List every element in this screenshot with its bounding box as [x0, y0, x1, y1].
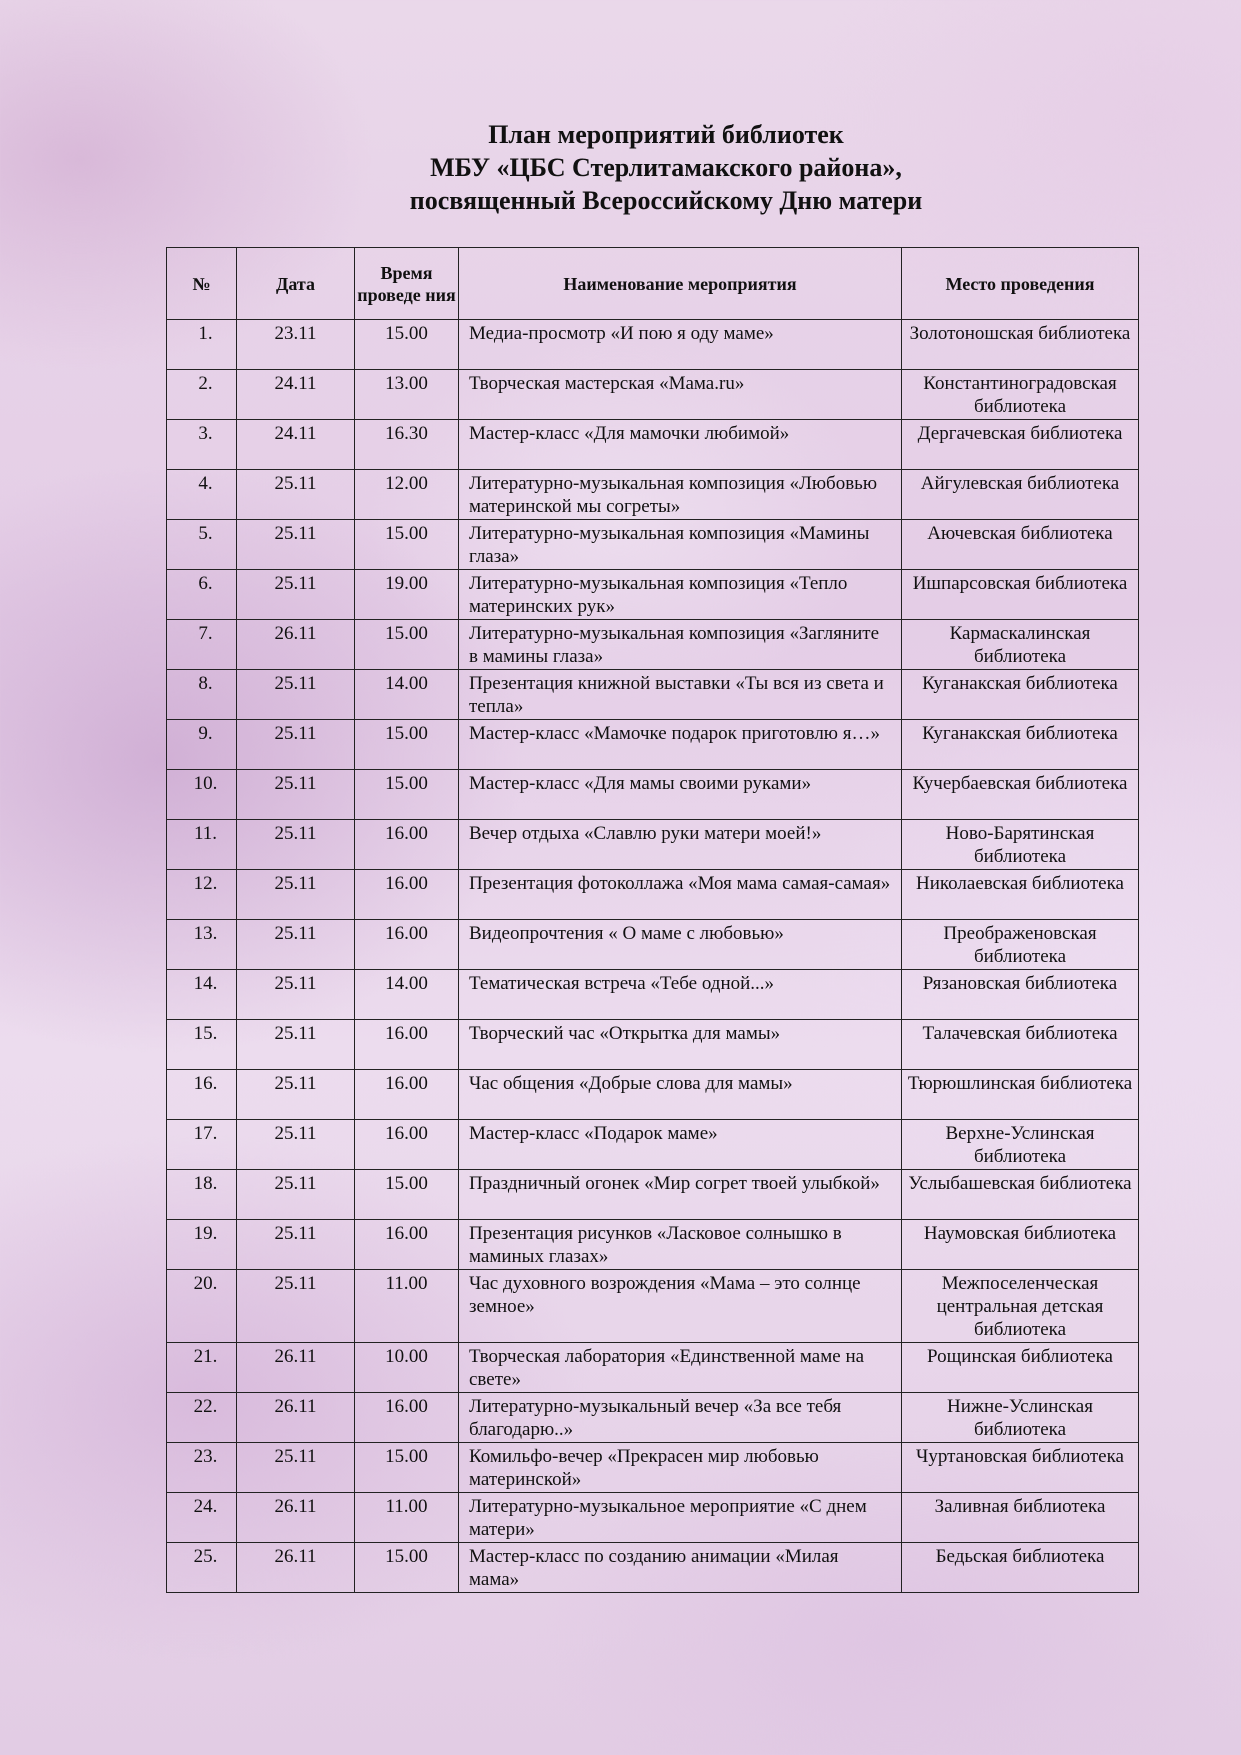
row-place: Кармаскалинская библиотека: [902, 620, 1139, 670]
row-date: 25.11: [237, 1020, 355, 1070]
title-line-3: посвященный Всероссийскому Дню матери: [409, 186, 923, 215]
row-place: Рязановская библиотека: [902, 970, 1139, 1020]
row-date: 25.11: [237, 1170, 355, 1220]
row-number: 24.: [167, 1493, 237, 1543]
row-event-name: Литературно-музыкальная композиция «Любовью материнской мы согреты»: [459, 470, 902, 520]
row-number: 25.: [167, 1543, 237, 1593]
table-row: [167, 1493, 1139, 1543]
table-row: [167, 570, 1139, 620]
row-place: Николаевская библиотека: [902, 870, 1139, 920]
row-place: Кучербаевская библиотека: [902, 770, 1139, 820]
row-time: 16.00: [355, 870, 459, 920]
table-row: [167, 970, 1139, 1020]
row-event-name: Медиа-просмотр «И пою я оду маме»: [459, 320, 902, 370]
row-number: 20.: [167, 1270, 237, 1343]
row-number: 13.: [167, 920, 237, 970]
row-place: Ново-Барятинская библиотека: [902, 820, 1139, 870]
row-event-name: Праздничный огонек «Мир согрет твоей улыбкой»: [459, 1170, 902, 1220]
row-place: Золотоношская библиотека: [902, 320, 1139, 370]
row-date: 26.11: [237, 1343, 355, 1393]
table-row: [167, 1020, 1139, 1070]
table-row: [167, 670, 1139, 720]
row-place: Ишпарсовская библиотека: [902, 570, 1139, 620]
row-place: Дергачевская библиотека: [902, 420, 1139, 470]
header-time: Время проведе ния: [355, 248, 459, 320]
table-row: [167, 620, 1139, 670]
row-date: 25.11: [237, 920, 355, 970]
row-time: 16.00: [355, 1393, 459, 1443]
row-time: 16.00: [355, 1120, 459, 1170]
header-date: Дата: [237, 248, 355, 320]
events-table: [166, 247, 1139, 1593]
row-date: 25.11: [237, 870, 355, 920]
row-number: 14.: [167, 970, 237, 1020]
row-event-name: Литературно-музыкальная композиция «Тепло материнских рук»: [459, 570, 902, 620]
row-time: 12.00: [355, 470, 459, 520]
row-number: 23.: [167, 1443, 237, 1493]
table-body: [167, 320, 1139, 1593]
table-row: [167, 870, 1139, 920]
row-event-name: Презентация книжной выставки «Ты вся из света и тепла»: [459, 670, 902, 720]
row-time: 15.00: [355, 620, 459, 670]
row-place: Заливная библиотека: [902, 1493, 1139, 1543]
row-date: 25.11: [237, 1070, 355, 1120]
table-row: [167, 1070, 1139, 1120]
row-time: 16.00: [355, 1020, 459, 1070]
row-place: Куганакская библиотека: [902, 720, 1139, 770]
row-event-name: Мастер-класс по созданию анимации «Милая мама»: [459, 1543, 902, 1593]
row-event-name: Вечер отдыха «Славлю руки матери моей!»: [459, 820, 902, 870]
row-date: 25.11: [237, 820, 355, 870]
table-row: [167, 820, 1139, 870]
row-number: 18.: [167, 1170, 237, 1220]
row-event-name: Час общения «Добрые слова для мамы»: [459, 1070, 902, 1120]
table-row: [167, 1170, 1139, 1220]
row-event-name: Творческая мастерская «Мама.ru»: [459, 370, 902, 420]
row-number: 15.: [167, 1020, 237, 1070]
row-place: Межпоселенческая центральная детская библиотека: [902, 1270, 1139, 1343]
row-event-name: Тематическая встреча «Тебе одной...»: [459, 970, 902, 1020]
row-date: 25.11: [237, 520, 355, 570]
row-number: 3.: [167, 420, 237, 470]
row-number: 1.: [167, 320, 237, 370]
title-line-1: План мероприятий библиотек: [488, 120, 844, 149]
row-time: 16.30: [355, 420, 459, 470]
row-time: 15.00: [355, 720, 459, 770]
table-row: [167, 1443, 1139, 1493]
row-place: Верхне-Услинская библиотека: [902, 1120, 1139, 1170]
row-event-name: Мастер-класс «Мамочке подарок приготовлю я…»: [459, 720, 902, 770]
row-place: Преображеновская библиотека: [902, 920, 1139, 970]
row-date: 26.11: [237, 620, 355, 670]
row-place: Рощинская библиотека: [902, 1343, 1139, 1393]
row-time: 15.00: [355, 320, 459, 370]
row-event-name: Творческий час «Открытка для мамы»: [459, 1020, 902, 1070]
row-date: 25.11: [237, 770, 355, 820]
table-row: [167, 320, 1139, 370]
row-date: 23.11: [237, 320, 355, 370]
row-date: 24.11: [237, 370, 355, 420]
row-time: 16.00: [355, 1070, 459, 1120]
row-number: 10.: [167, 770, 237, 820]
row-number: 21.: [167, 1343, 237, 1393]
row-date: 25.11: [237, 1220, 355, 1270]
row-number: 19.: [167, 1220, 237, 1270]
row-date: 25.11: [237, 1443, 355, 1493]
row-number: 6.: [167, 570, 237, 620]
table-row: [167, 1393, 1139, 1443]
table-row: [167, 1220, 1139, 1270]
row-event-name: Презентация фотоколлажа «Моя мама самая-самая»: [459, 870, 902, 920]
row-event-name: Час духовного возрождения «Мама – это солнце земное»: [459, 1270, 902, 1343]
table-row: [167, 470, 1139, 520]
row-date: 26.11: [237, 1543, 355, 1593]
table-row: [167, 920, 1139, 970]
row-number: 7.: [167, 620, 237, 670]
document-title: [0, 118, 1241, 217]
table-row: [167, 420, 1139, 470]
row-time: 15.00: [355, 1443, 459, 1493]
row-place: Тюрюшлинская библиотека: [902, 1070, 1139, 1120]
row-date: 25.11: [237, 1120, 355, 1170]
row-time: 14.00: [355, 670, 459, 720]
row-number: 8.: [167, 670, 237, 720]
header-number: №: [167, 248, 237, 320]
row-date: 26.11: [237, 1393, 355, 1443]
row-date: 25.11: [237, 970, 355, 1020]
table-row: [167, 1343, 1139, 1393]
row-time: 19.00: [355, 570, 459, 620]
row-event-name: Мастер-класс «Подарок маме»: [459, 1120, 902, 1170]
row-date: 25.11: [237, 470, 355, 520]
row-time: 15.00: [355, 1543, 459, 1593]
row-date: 25.11: [237, 670, 355, 720]
row-event-name: Мастер-класс «Для мамы своими руками»: [459, 770, 902, 820]
header-place: Место проведения: [902, 248, 1139, 320]
row-event-name: Творческая лаборатория «Единственной маме на свете»: [459, 1343, 902, 1393]
title-line-2: МБУ «ЦБС Стерлитамакского района»,: [430, 153, 902, 182]
row-time: 14.00: [355, 970, 459, 1020]
row-time: 11.00: [355, 1270, 459, 1343]
row-time: 15.00: [355, 770, 459, 820]
row-event-name: Литературно-музыкальное мероприятие «С днем матери»: [459, 1493, 902, 1543]
table-row: [167, 1543, 1139, 1593]
row-number: 17.: [167, 1120, 237, 1170]
row-event-name: Литературно-музыкальная композиция «Загляните в мамины глаза»: [459, 620, 902, 670]
table-row: [167, 370, 1139, 420]
row-number: 9.: [167, 720, 237, 770]
row-event-name: Презентация рисунков «Ласковое солнышко в маминых глазах»: [459, 1220, 902, 1270]
row-time: 15.00: [355, 1170, 459, 1220]
row-number: 2.: [167, 370, 237, 420]
row-time: 13.00: [355, 370, 459, 420]
row-time: 16.00: [355, 1220, 459, 1270]
row-date: 24.11: [237, 420, 355, 470]
table-row: [167, 1120, 1139, 1170]
row-date: 25.11: [237, 1270, 355, 1343]
row-date: 26.11: [237, 1493, 355, 1543]
row-number: 22.: [167, 1393, 237, 1443]
row-time: 15.00: [355, 520, 459, 570]
table-row: [167, 720, 1139, 770]
row-place: Куганакская библиотека: [902, 670, 1139, 720]
row-number: 5.: [167, 520, 237, 570]
table-row: [167, 1270, 1139, 1343]
row-date: 25.11: [237, 570, 355, 620]
row-place: Услыбашевская библиотека: [902, 1170, 1139, 1220]
row-number: 12.: [167, 870, 237, 920]
row-event-name: Видеопрочтения « О маме с любовью»: [459, 920, 902, 970]
row-place: Константиноградовская библиотека: [902, 370, 1139, 420]
row-number: 11.: [167, 820, 237, 870]
row-event-name: Мастер-класс «Для мамочки любимой»: [459, 420, 902, 470]
row-place: Наумовская библиотека: [902, 1220, 1139, 1270]
table-row: [167, 520, 1139, 570]
row-place: Нижне-Услинская библиотека: [902, 1393, 1139, 1443]
row-time: 16.00: [355, 820, 459, 870]
row-place: Бедьская библиотека: [902, 1543, 1139, 1593]
row-event-name: Комильфо-вечер «Прекрасен мир любовью материнской»: [459, 1443, 902, 1493]
row-number: 16.: [167, 1070, 237, 1120]
row-time: 10.00: [355, 1343, 459, 1393]
row-place: Аючевская библиотека: [902, 520, 1139, 570]
header-event-name: Наименование мероприятия: [459, 248, 902, 320]
table-header-row: [167, 248, 1139, 320]
row-time: 16.00: [355, 920, 459, 970]
row-event-name: Литературно-музыкальная композиция «Мамины глаза»: [459, 520, 902, 570]
row-number: 4.: [167, 470, 237, 520]
table-row: [167, 770, 1139, 820]
row-date: 25.11: [237, 720, 355, 770]
row-place: Айгулевская библиотека: [902, 470, 1139, 520]
row-event-name: Литературно-музыкальный вечер «За все тебя благодарю..»: [459, 1393, 902, 1443]
row-time: 11.00: [355, 1493, 459, 1543]
row-place: Чуртановская библиотека: [902, 1443, 1139, 1493]
row-place: Талачевская библиотека: [902, 1020, 1139, 1070]
